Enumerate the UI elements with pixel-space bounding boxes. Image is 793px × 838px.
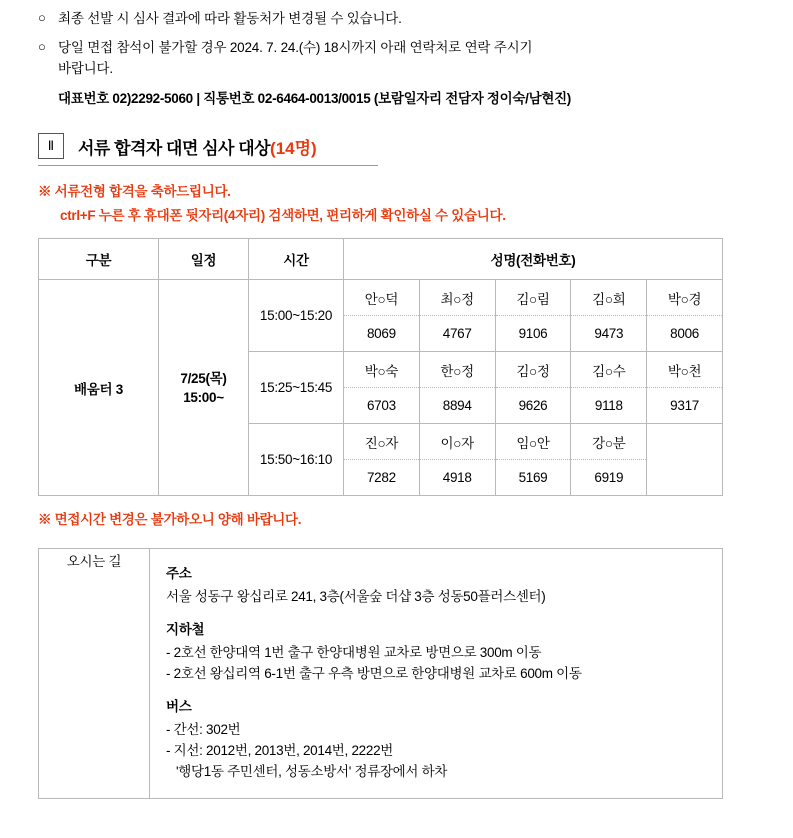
section-title-group bbox=[78, 134, 317, 159]
cell-phone: 6703 bbox=[344, 388, 420, 424]
address-block bbox=[166, 563, 706, 607]
directions-body bbox=[150, 549, 723, 799]
bus-heading: 버스 bbox=[166, 699, 192, 714]
cell-empty bbox=[647, 424, 723, 496]
table-header-row bbox=[39, 239, 723, 280]
cell-phone: 4918 bbox=[419, 460, 495, 496]
note-text bbox=[58, 37, 753, 79]
cell-phone: 5169 bbox=[495, 460, 571, 496]
schedule-time: 15:00~ bbox=[183, 389, 224, 405]
cell-phone: 9317 bbox=[647, 388, 723, 424]
subway-line: - 2호선 한양대역 1번 출구 한양대병원 교차로 방면으로 300m 이동 bbox=[166, 645, 542, 660]
header-gubun: 구분 bbox=[39, 239, 159, 280]
cell-phone: 9626 bbox=[495, 388, 571, 424]
table-row bbox=[39, 549, 723, 799]
time-change-caution: ※ 면접시간 변경은 불가하오니 양해 바랍니다. bbox=[38, 512, 302, 527]
cell-phone: 9473 bbox=[571, 316, 647, 352]
cell-time-slot-1: 15:00~15:20 bbox=[249, 280, 344, 352]
section-number-badge: Ⅱ bbox=[38, 133, 64, 159]
cell-name: 김○수 bbox=[571, 352, 647, 388]
cell-name: 이○자 bbox=[419, 424, 495, 460]
cell-name: 강○분 bbox=[571, 424, 647, 460]
cell-name: 진○자 bbox=[344, 424, 420, 460]
note-line: 당일 면접 참석이 불가할 경우 2024. 7. 24.(수) 18시까지 아래 연락처로 연락 주시기 bbox=[58, 40, 533, 55]
header-schedule: 일정 bbox=[159, 239, 249, 280]
cell-schedule bbox=[159, 280, 249, 496]
cell-name: 박○경 bbox=[647, 280, 723, 316]
cell-phone: 8069 bbox=[344, 316, 420, 352]
bus-line: - 간선: 302번 bbox=[166, 722, 241, 737]
cell-name: 김○림 bbox=[495, 280, 571, 316]
cell-gubun: 배움터 3 bbox=[39, 280, 159, 496]
contact-line: 대표번호 02)2292-5060 | 직통번호 02-6464-0013/0015 (보람일자리 전담자 정이숙/남현진) bbox=[58, 91, 572, 106]
subway-heading: 지하철 bbox=[166, 622, 205, 637]
cell-phone: 6919 bbox=[571, 460, 647, 496]
directions-table bbox=[38, 548, 723, 799]
address-heading: 주소 bbox=[166, 566, 192, 581]
note-line: 바랍니다. bbox=[58, 61, 113, 76]
cell-name: 김○희 bbox=[571, 280, 647, 316]
section-title: 서류 합격자 대면 심사 대상 bbox=[78, 138, 271, 158]
header-name-phone: 성명(전화번호) bbox=[344, 239, 723, 280]
cell-phone: 9106 bbox=[495, 316, 571, 352]
cell-name: 최○정 bbox=[419, 280, 495, 316]
cell-name: 한○정 bbox=[419, 352, 495, 388]
cell-phone: 4767 bbox=[419, 316, 495, 352]
subway-block bbox=[166, 619, 706, 684]
cell-phone: 8894 bbox=[419, 388, 495, 424]
note-text: 최종 선발 시 심사 결과에 따라 활동처가 변경될 수 있습니다. bbox=[58, 11, 402, 26]
note-item bbox=[38, 8, 753, 29]
cell-phone: 7282 bbox=[344, 460, 420, 496]
circle-bullet-icon: ○ bbox=[38, 39, 46, 54]
schedule-date: 7/25(목) bbox=[180, 370, 227, 386]
congrats-note: ※ 서류전형 합격을 축하드립니다. bbox=[38, 184, 231, 199]
applicant-table-wrapper bbox=[38, 238, 753, 496]
header-time: 시간 bbox=[249, 239, 344, 280]
note-item bbox=[38, 37, 753, 79]
bus-block bbox=[166, 696, 706, 782]
cell-time-slot-2: 15:25~15:45 bbox=[249, 352, 344, 424]
cell-phone: 8006 bbox=[647, 316, 723, 352]
circle-bullet-icon: ○ bbox=[38, 10, 46, 25]
cell-name: 박○천 bbox=[647, 352, 723, 388]
search-tip-note: ctrl+F 누른 후 휴대폰 뒷자리(4자리) 검색하면, 편리하게 확인하실 수 있습니다. bbox=[60, 208, 506, 223]
cell-name: 안○덕 bbox=[344, 280, 420, 316]
cell-time-slot-3: 15:50~16:10 bbox=[249, 424, 344, 496]
section-heading bbox=[38, 133, 378, 166]
cell-name: 임○안 bbox=[495, 424, 571, 460]
top-notes bbox=[38, 8, 753, 107]
directions-label: 오시는 길 bbox=[39, 549, 150, 799]
table-row bbox=[39, 280, 723, 316]
subway-line: - 2호선 왕십리역 6-1번 출구 우측 방면으로 한양대병원 교차로 600m 이동 bbox=[166, 666, 582, 681]
cell-phone: 9118 bbox=[571, 388, 647, 424]
directions-wrapper bbox=[38, 548, 753, 799]
cell-name: 김○정 bbox=[495, 352, 571, 388]
bus-line: - 지선: 2012번, 2013번, 2014번, 2222번 bbox=[166, 743, 394, 758]
cell-name: 박○숙 bbox=[344, 352, 420, 388]
section-count: (14명) bbox=[270, 138, 317, 158]
bus-stop-line: '행당1동 주민센터, 성동소방서' 정류장에서 하차 bbox=[176, 764, 448, 779]
applicant-table bbox=[38, 238, 723, 496]
address-line: 서울 성동구 왕십리로 241, 3층(서울숲 더샵 3층 성동50플러스센터) bbox=[166, 589, 546, 604]
